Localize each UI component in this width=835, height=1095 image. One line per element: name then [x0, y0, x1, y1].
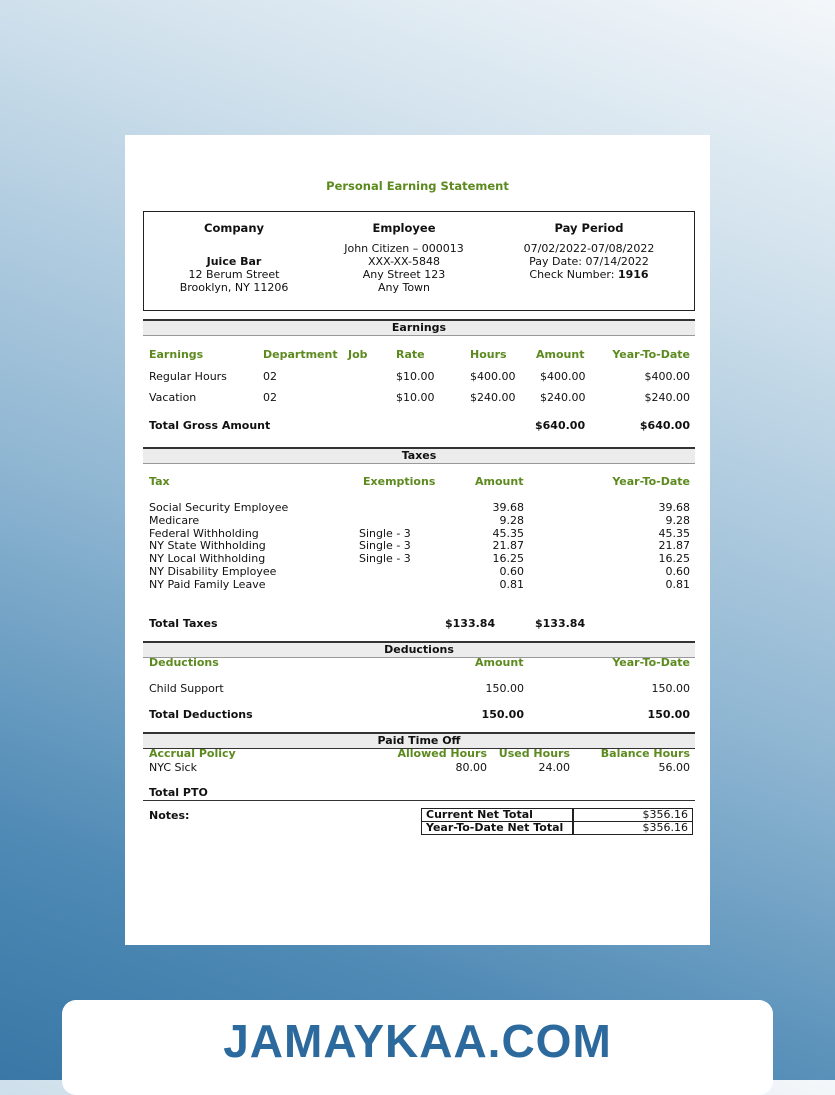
taxes-col-ytd: Year-To-Date — [612, 475, 690, 488]
tax-amount: 9.28 — [499, 513, 524, 527]
tax-amount: 0.81 — [499, 577, 524, 591]
total-gross-amount: $640.00 — [535, 419, 586, 432]
net-ytd-row — [422, 822, 693, 835]
total-taxes-ytd: $133.84 — [535, 617, 586, 630]
total-deductions-amount: 150.00 — [481, 708, 524, 721]
footer-banner — [62, 1000, 773, 1095]
check-number-line — [499, 268, 679, 281]
ytd-net-label: Year-To-Date Net Total — [422, 822, 573, 835]
pay-period-heading: Pay Period — [554, 221, 624, 235]
deduction-ytd: 150.00 — [651, 682, 690, 695]
earnings-col-department: Department — [263, 348, 338, 361]
total-gross-label: Total Gross Amount — [149, 419, 271, 432]
total-deductions-label: Total Deductions — [149, 708, 253, 721]
current-net-label: Current Net Total — [422, 809, 573, 822]
deductions-col-ytd: Year-To-Date — [612, 656, 690, 669]
taxes-col-amount: Amount — [475, 475, 524, 488]
deduction-amount: 150.00 — [485, 682, 524, 695]
ytd-net-value: $356.16 — [574, 822, 693, 835]
earnings-col-hours: Hours — [470, 348, 507, 361]
total-taxes-amount: $133.84 — [445, 617, 496, 630]
earnings-col-amount: Amount — [536, 348, 585, 361]
total-taxes-label: Total Taxes — [149, 617, 218, 630]
pto-balance: 56.00 — [658, 761, 690, 774]
tax-ytd: 45.35 — [658, 526, 690, 540]
pay-date: Pay Date: 07/14/2022 — [529, 255, 649, 268]
tax-exemptions: Single - 3 — [359, 539, 411, 553]
tax-amount: 39.68 — [492, 501, 524, 514]
pay-period-range: 07/02/2022-07/08/2022 — [523, 242, 655, 255]
employee-name: John Citizen – 000013 — [344, 242, 464, 255]
pto-bottom-rule — [143, 800, 695, 801]
pto-col-used: Used Hours — [498, 747, 570, 760]
earning-department: 02 — [263, 391, 277, 404]
earning-statement-page — [125, 135, 710, 945]
tax-ytd: 39.68 — [658, 501, 690, 514]
tax-name: NY State Withholding — [149, 539, 266, 553]
earnings-col-ytd: Year-To-Date — [612, 348, 690, 361]
pto-section-bar: Paid Time Off — [143, 732, 695, 749]
tax-exemptions: Single - 3 — [359, 552, 411, 566]
tax-ytd: 21.87 — [658, 539, 690, 553]
employee-street: Any Street 123 — [362, 268, 446, 281]
earning-rate: $10.00 — [396, 391, 435, 404]
tax-name: Medicare — [149, 513, 200, 527]
tax-amount: 21.87 — [492, 539, 524, 553]
company-city: Brooklyn, NY 11206 — [179, 281, 289, 294]
earning-ytd: $400.00 — [644, 370, 690, 383]
earnings-col-job: Job — [348, 348, 368, 361]
check-number-label: Check Number: — [529, 268, 618, 281]
tax-name: NY Disability Employee — [149, 565, 277, 578]
earnings-col-rate: Rate — [396, 348, 425, 361]
header-box — [143, 211, 695, 311]
employee-ssn: XXX-XX-5848 — [368, 255, 440, 268]
current-net-value: $356.16 — [574, 809, 693, 822]
taxes-col-exemptions: Exemptions — [363, 475, 436, 488]
earning-department: 02 — [263, 370, 277, 383]
deductions-col-amount: Amount — [475, 656, 524, 669]
pto-col-balance: Balance Hours — [600, 747, 690, 760]
earning-amount: $400.00 — [540, 370, 586, 383]
deductions-section-bar: Deductions — [143, 641, 695, 658]
earnings-col-earnings: Earnings — [149, 348, 204, 361]
tax-ytd: 0.60 — [665, 565, 690, 578]
taxes-col-tax: Tax — [149, 475, 170, 488]
net-totals-table — [421, 808, 693, 835]
deduction-name: Child Support — [149, 682, 224, 695]
employee-heading: Employee — [372, 221, 436, 235]
earning-rate: $10.00 — [396, 370, 435, 383]
earning-name: Vacation — [149, 391, 197, 404]
pto-used: 24.00 — [538, 761, 570, 774]
total-pto-label: Total PTO — [149, 786, 208, 799]
notes-label: Notes: — [149, 809, 190, 822]
earning-ytd: $240.00 — [644, 391, 690, 404]
pto-col-allowed: Allowed Hours — [397, 747, 487, 760]
earning-hours: $400.00 — [470, 370, 516, 383]
tax-name: Social Security Employee — [149, 501, 289, 514]
earning-hours: $240.00 — [470, 391, 516, 404]
tax-amount: 0.60 — [499, 565, 524, 578]
earning-amount: $240.00 — [540, 391, 586, 404]
tax-ytd: 16.25 — [658, 552, 690, 566]
deductions-col-name: Deductions — [149, 656, 219, 669]
earning-name: Regular Hours — [149, 370, 227, 383]
total-deductions-ytd: 150.00 — [647, 708, 690, 721]
company-name: Juice Bar — [206, 255, 262, 268]
tax-name: NY Local Withholding — [149, 552, 266, 566]
tax-ytd: 9.28 — [665, 513, 690, 527]
tax-amount: 45.35 — [492, 526, 524, 540]
pto-allowed: 80.00 — [455, 761, 487, 774]
company-heading: Company — [204, 221, 264, 235]
brand-logo-text: JAMAYKAA.COM — [223, 1015, 612, 1067]
tax-name: NY Paid Family Leave — [149, 577, 266, 591]
total-gross-ytd: $640.00 — [639, 419, 690, 432]
taxes-section-bar: Taxes — [143, 447, 695, 464]
earnings-section-bar: Earnings — [143, 319, 695, 336]
pto-col-policy: Accrual Policy — [149, 747, 236, 760]
check-number: 1916 — [617, 268, 649, 281]
tax-name: Federal Withholding — [149, 526, 259, 540]
tax-exemptions: Single - 3 — [359, 526, 411, 540]
tax-amount: 16.25 — [492, 552, 524, 566]
pto-policy: NYC Sick — [149, 761, 197, 774]
employee-city: Any Town — [377, 281, 431, 294]
tax-ytd: 0.81 — [665, 577, 690, 591]
document-title: Personal Earning Statement — [326, 179, 509, 193]
net-current-row — [422, 809, 693, 822]
company-street: 12 Berum Street — [188, 268, 280, 281]
